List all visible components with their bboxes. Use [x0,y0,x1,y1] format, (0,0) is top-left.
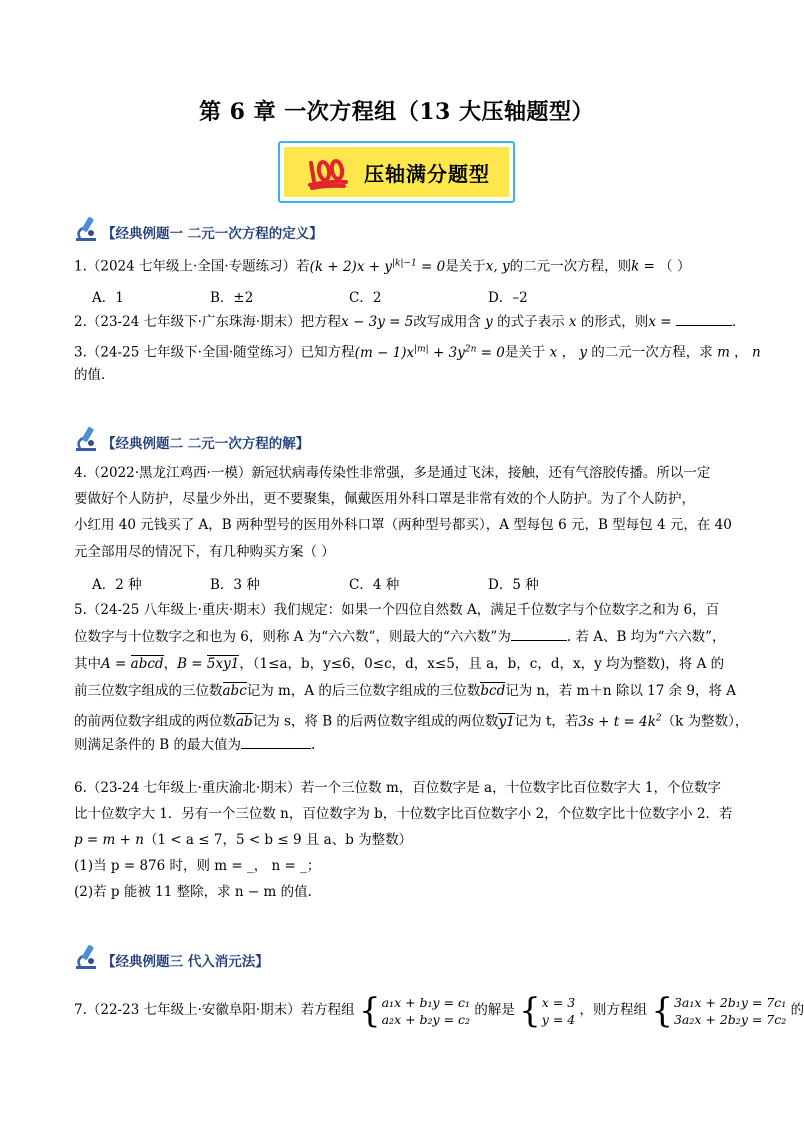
solution-system: { x = 3 y = 4 [519,990,576,1031]
q4-option-a: A．2 种 [92,577,142,593]
question-5-line-4: 前三位数字组成的三位数abc记为 m，A 的后三位数字组成的三位数bcd记为 n，若 m＋n 除以 17 余 9，将 A [74,683,737,699]
question-4-line-1: 4.（2022·黑龙江鸡西·一模）新冠状病毒传染性非常强，多是通过飞沫，接触，还有气溶胶传播。所以一定 [74,465,711,481]
question-6-line-3: p = m + n（1 < a ≤ 7，5 < b ≤ 9 且 a、b 为整数） [74,832,413,848]
question-5-line-1: 5.（24-25 八年级上·重庆·期末）我们规定：如果一个四位自然数 A，满足千位数字与个位数字之和为 6，百 [74,602,720,618]
question-5-line-2: 位数字与十位数字之和也为 6，则称 A 为“六六数”，则最大的“六六数”为 . 若 A、B 均为“六六数”， [74,626,725,648]
section-heading-2: 【经典例题二 二元一次方程的解】 [72,424,309,452]
equation-system-1: { a₁x + b₁y = c₁ a₂x + b₂y = c₂ [358,990,471,1031]
question-3: 3.（24-25 七年级下·全国·随堂练习）已知方程$(m - 1)x^{|m|} + 3y^{2n} = 0$是关于 x ， y 的二元一次方程，求 m ， n [74,344,761,361]
section-heading-1: 【经典例题一 二元一次方程的定义】 [72,214,323,242]
section-heading-3: 【经典例题三 代入消元法】 [72,942,269,970]
hundred-points-icon [306,154,350,190]
question-5-line-3: 其中A = abcd，B = 5xy1，（1≤a，b，y≤6，0≤c，d，x≤5，且 a，b，c，d，x，y 均为整数)，将 A 的 [74,656,725,672]
question-5-line-6: 则满足条件的 B 的最大值为 . [74,734,315,756]
question-6-part-1: (1)当 p = 876 时，则 m = _， n = _； [74,858,321,874]
question-4-line-4: 元全部用尽的情况下，有几种购买方案（ ） [74,544,335,560]
banner [278,141,515,203]
question-4-line-3: 小红用 40 元钱买了 A，B 两种型号的医用外科口罩（两种型号都买），A 型每包 6 元，B 型每包 4 元，在 40 [74,517,732,533]
q4-option-c: C．4 种 [349,577,400,593]
q1-option-a: A．1 [92,290,124,306]
q1-option-d: D．–2 [488,290,528,306]
microscope-icon [72,214,100,242]
question-4-line-2: 要做好个人防护，尽量少外出，更不要聚集，佩戴医用外科口罩是非常有效的个人防护。为了个人防护， [74,491,695,507]
question-7: 7.（22-23 七年级上·安徽阜阳·期末）若方程组 { a₁x + b₁y = c₁ a₂x + b₂y = c₂ 的解是 { x = 3 y = 4 ，则方程组 { 3a₁x + 2b₁y = 7c₁ 3a₂x + 2b₂y = 7c₂ 的 [74,990,804,1031]
question-6-line-2: 比十位数字大 1．另有一个三位数 n，百位数字为 b，十位数字比百位数字小 2，个位数字比十位数字小 2．若 [74,806,733,822]
q1-option-c: C．2 [349,290,382,306]
question-3-line-2: 的值. [74,367,106,383]
banner-label: 压轴满分题型 [364,161,490,186]
microscope-icon [72,942,100,970]
question-1: 1.（2024 七年级上·全国·专题练习）若$(k + 2)x + y^{|k|-1} = 0$是关于x, y的二元一次方程，则k = （ ） [74,258,691,275]
question-5-line-5: 的前两位数字组成的两位数ab记为 s，将 B 的后两位数字组成的两位数y1记为 t，若$3s + t = 4k^2(k$ 为整数）， [74,713,749,730]
question-6-part-2: (2)若 p 能被 11 整除，求 n − m 的值. [74,884,312,900]
page-title: 第 6 章 一次方程组（13 大压轴题型） [198,99,595,125]
q4-option-d: D．5 种 [488,577,539,593]
microscope-icon [72,424,100,452]
equation-system-2: { 3a₁x + 2b₁y = 7c₁ 3a₂x + 2b₂y = 7c₂ [651,990,787,1031]
question-6-line-1: 6.（23-24 七年级上·重庆渝北·期末）若一个三位数 m，百位数字是 a，十位数字比百位数字大 1，个位数字 [74,780,721,796]
q4-option-b: B．3 种 [210,577,260,593]
q1-option-b: B．±2 [210,290,254,306]
question-2: 2.（23-24 七年级下·广东珠海·期末）把方程x − 3y = 5改写成用含 y 的式子表示 x 的形式，则x = . [74,311,736,333]
